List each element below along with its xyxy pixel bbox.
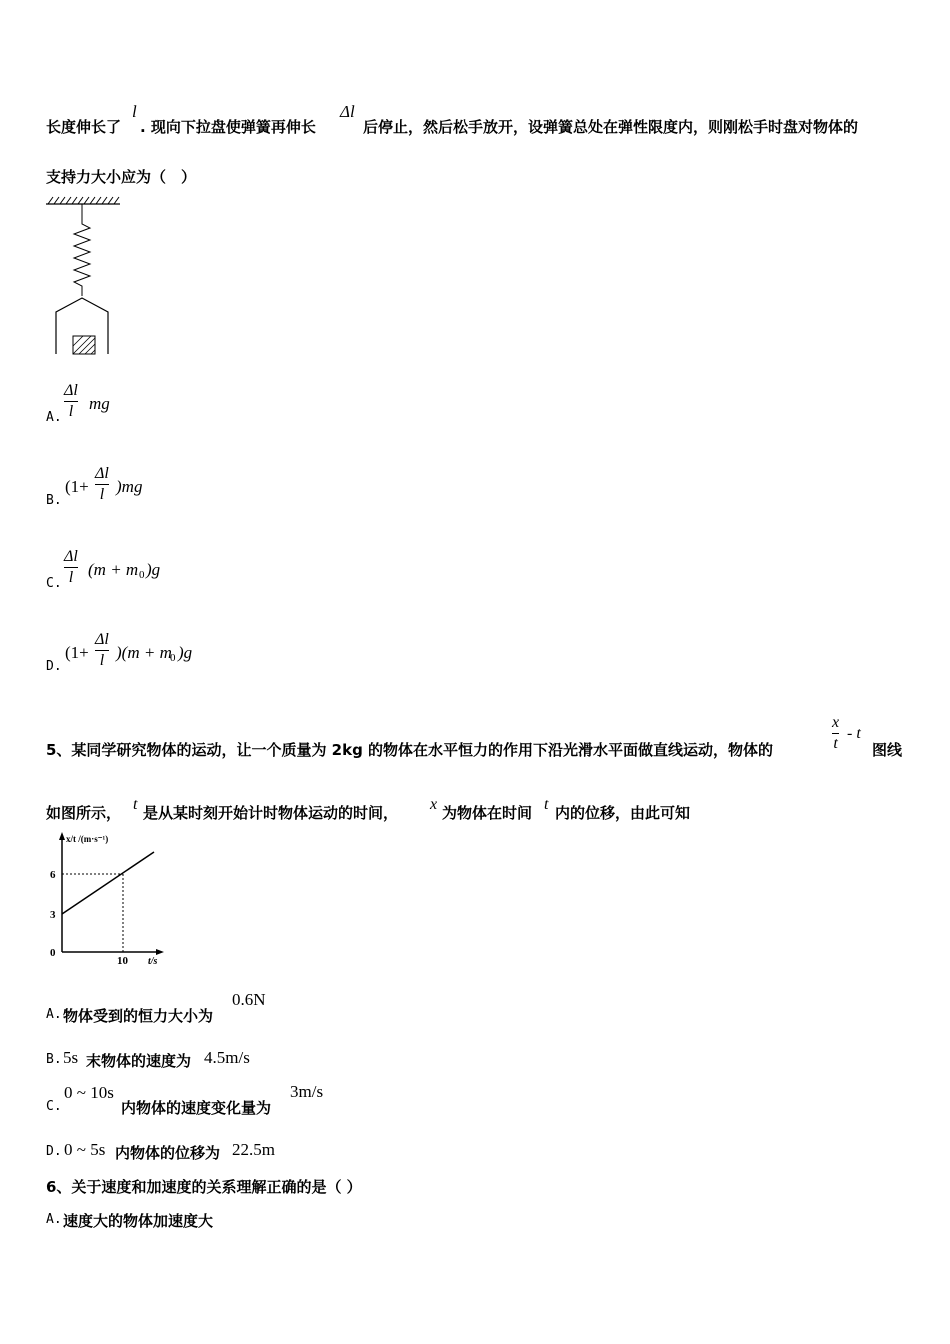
tick-6: 6	[50, 869, 56, 881]
option-value: 0.6N	[232, 990, 266, 1009]
xt-t-graph	[44, 830, 174, 970]
option-text: 末物体的速度为	[86, 1052, 192, 1070]
option-pre: (1+	[65, 643, 89, 662]
option-label: D.	[46, 1144, 62, 1159]
q4-line1-b: . 现向下拉盘使弹簧再伸长	[140, 118, 316, 136]
option-label: B.	[46, 493, 62, 508]
q6-stem: 6、关于速度和加速度的关系理解正确的是（ ）	[46, 1178, 362, 1196]
subscript-zero: 0	[139, 569, 145, 581]
y-axis-label: x/t /(m·s⁻¹)	[66, 834, 109, 844]
fraction-delta-l-over-l: Δl l	[95, 465, 109, 503]
option-text: 内物体的位移为	[115, 1144, 221, 1162]
symbol-x: x	[430, 796, 438, 813]
q5-line2-d: 内的位移，由此可知	[555, 804, 691, 822]
option-value-pre: 5s	[63, 1048, 79, 1067]
option-label: D.	[46, 659, 62, 674]
option-post2: )g	[146, 560, 161, 579]
symbol-t: t	[133, 796, 138, 813]
option-label: B.	[46, 1052, 62, 1067]
option-post2: )g	[178, 643, 193, 662]
option-label: A.	[46, 410, 62, 425]
fraction-x-over-t: x t	[832, 714, 840, 752]
spring-scale-figure	[40, 194, 130, 358]
q4-line1-c: 后停止，然后松手放开，设弹簧总处在弹性限度内，则刚松手时盘对物体的	[363, 118, 859, 136]
q4-line2: 支持力大小应为（ ）	[46, 168, 197, 186]
option-label: A.	[46, 1212, 62, 1227]
q5-line1: 5、某同学研究物体的运动，让一个质量为 2kg 的物体在水平恒力的作用下沿光滑水平面做直线运动，物体的	[46, 741, 774, 759]
option-label: C.	[46, 576, 62, 591]
q5-line1-end: 图线	[872, 741, 903, 759]
fraction-delta-l-over-l: Δl l	[64, 382, 78, 420]
tick-0: 0	[50, 947, 56, 959]
option-text: 内物体的速度变化量为	[121, 1099, 272, 1117]
option-text: 物体受到的恒力大小为	[63, 1007, 214, 1025]
symbol-l: l	[132, 102, 137, 121]
q4-line1-a: 长度伸长了	[46, 118, 122, 136]
option-label: A.	[46, 1007, 62, 1022]
q5-line2-c: 为物体在时间	[442, 804, 533, 822]
fraction-delta-l-over-l: Δl l	[95, 631, 109, 669]
fraction-delta-l-over-l: Δl l	[64, 548, 78, 586]
q5-line2-b: 是从某时刻开始计时物体运动的时间，	[143, 804, 399, 822]
x-axis-label: t/s	[148, 956, 158, 967]
symbol-t: t	[544, 796, 549, 813]
tick-3: 3	[50, 909, 56, 921]
q5-line2-a: 如图所示，	[46, 804, 122, 822]
option-value-pre: 0 ~ 10s	[64, 1083, 114, 1102]
option-post: )mg	[116, 477, 143, 496]
option-expr: mg	[89, 394, 110, 413]
option-text: 速度大的物体加速度大	[63, 1212, 214, 1230]
option-post: (m + m	[88, 560, 139, 579]
option-value: 4.5m/s	[204, 1048, 250, 1067]
option-value-pre: 0 ~ 5s	[64, 1140, 106, 1159]
option-value: 3m/s	[290, 1082, 324, 1101]
option-value: 22.5m	[232, 1140, 275, 1159]
subscript-zero: 0	[170, 652, 176, 664]
tick-10: 10	[117, 955, 128, 967]
option-label: C.	[46, 1099, 62, 1114]
dash-t: - t	[847, 725, 861, 742]
option-post: )(m + m	[116, 643, 172, 662]
symbol-delta-l: Δl	[340, 102, 355, 121]
option-pre: (1+	[65, 477, 89, 496]
